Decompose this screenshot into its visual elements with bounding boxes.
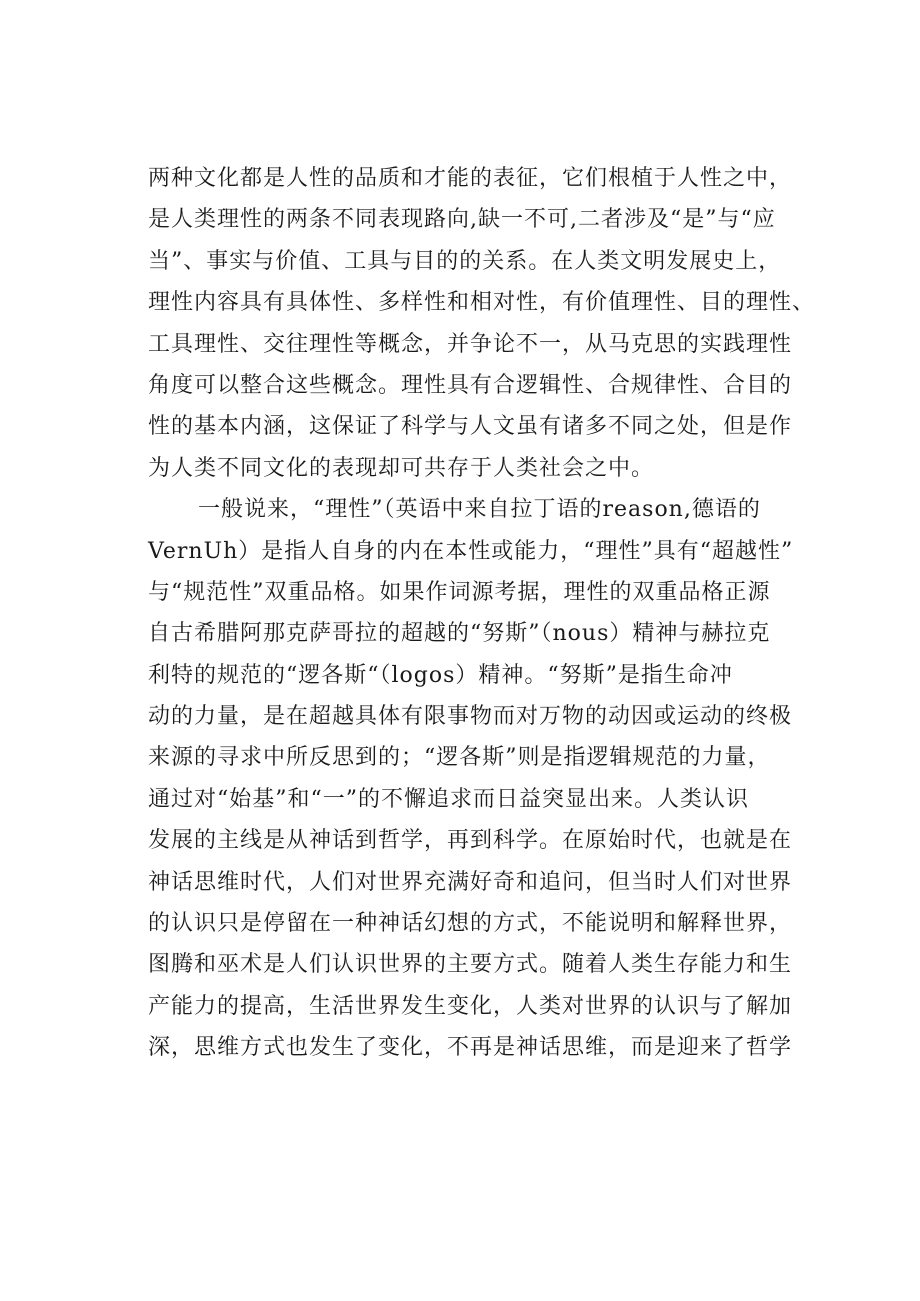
text-line: 是人类理性的两条不同表现路向,缺一不可,二者涉及“是”与“应 <box>148 207 776 233</box>
text-line: 理性内容具有具体性、多样性和相对性，有价值理性、目的理性、 <box>148 290 816 316</box>
text-line: 为人类不同文化的表现却可共存于人类社会之中。 <box>148 455 655 481</box>
text-line: 神话思维时代，人们对世界充满好奇和追问，但当时人们对世界 <box>148 869 793 895</box>
paragraph-1 <box>148 158 828 489</box>
text-line: 来源的寻求中所反思到的；“逻各斯”则是指逻辑规范的力量， <box>148 745 771 771</box>
text-line: 当”、事实与价值、工具与目的的关系。在人类文明发展史上， <box>148 248 782 274</box>
text-line: 发展的主线是从神话到哲学，再到科学。在原始时代，也就是在 <box>148 828 793 854</box>
text-line: 工具理性、交往理性等概念，并争论不一，从马克思的实践理性 <box>148 331 793 357</box>
text-line: 图腾和巫术是人们认识世界的主要方式。随着人类生存能力和生 <box>148 952 793 978</box>
paragraph-2 <box>148 489 828 1068</box>
text-line: 利特的规范的“逻各斯“（logos）精神。“努斯”是指生命冲 <box>148 662 733 688</box>
text-line: VernUh）是指人自身的内在本性或能力，“理性”具有“超越性” <box>148 538 794 564</box>
text-line: 通过对“始基”和“一”的不懈追求而日益突显出来。人类认识 <box>148 786 749 812</box>
text-line: 角度可以整合这些概念。理性具有合逻辑性、合规律性、合目的 <box>148 372 793 398</box>
text-line: 产能力的提高，生活世界发生变化，人类对世界的认识与了解加 <box>148 993 793 1019</box>
text-line: 与“规范性”双重品格。如果作词源考据，理性的双重品格正源 <box>148 579 771 605</box>
text-line: 一般说来，“理性”（英语中来自拉丁语的reason,德语的 <box>198 497 761 523</box>
text-line: 自古希腊阿那克萨哥拉的超越的“努斯”（nous）精神与赫拉克 <box>148 621 771 647</box>
text-line: 深，思维方式也发生了变化，不再是神话思维，而是迎来了哲学 <box>148 1035 793 1061</box>
text-line: 动的力量，是在超越具体有限事物而对万物的动因或运动的终极 <box>148 704 793 730</box>
text-line: 的认识只是停留在一种神话幻想的方式，不能说明和解释世界， <box>148 911 793 937</box>
body-text <box>148 158 828 1069</box>
text-line: 性的基本内涵，这保证了科学与人文虽有诸多不同之处，但是作 <box>148 414 793 440</box>
text-line: 两种文化都是人性的品质和才能的表征，它们根植于人性之中， <box>148 166 793 191</box>
